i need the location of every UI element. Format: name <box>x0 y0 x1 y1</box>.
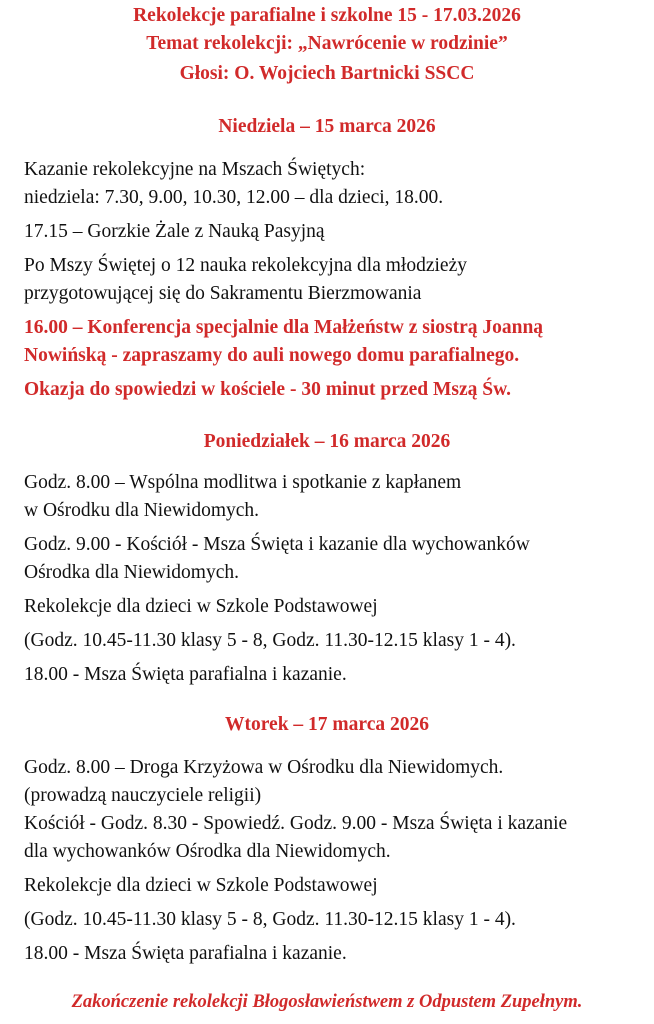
monday-line: w Ośrodku dla Niewidomych. <box>24 500 260 521</box>
monday-line: Rekolekcje dla dzieci w Szkole Podstawowej <box>24 596 378 617</box>
section-body-sunday <box>0 157 654 403</box>
tuesday-line: Kościół - Godz. 8.30 - Spowiedź. Godz. 9.00 - Msza Święta i kazanie <box>24 813 568 834</box>
section-heading-sunday: Niedziela – 15 marca 2026 <box>218 116 436 137</box>
sunday-line: Kazanie rekolekcyjne na Mszach Świętych: <box>24 159 366 180</box>
monday-line: Godz. 9.00 - Kościół - Msza Święta i kazanie dla wychowanków <box>24 534 530 555</box>
section-heading-tuesday: Wtorek – 17 marca 2026 <box>225 714 429 735</box>
monday-line: Ośrodka dla Niewidomych. <box>24 562 239 583</box>
sunday-highlight: 16.00 – Konferencja specjalnie dla Małżeństw z siostrą Joanną <box>24 317 544 338</box>
tuesday-line: (prowadzą nauczyciele religii) <box>24 785 262 806</box>
sunday-highlight: Okazja do spowiedzi w kościele - 30 minut przed Mszą Św. <box>24 379 511 400</box>
tuesday-line: dla wychowanków Ośrodka dla Niewidomych. <box>24 841 391 862</box>
sunday-line: niedziela: 7.30, 9.00, 10.30, 12.00 – dla dzieci, 18.00. <box>24 187 444 208</box>
sunday-line: Po Mszy Świętej o 12 nauka rekolekcyjna dla młodzieży <box>24 255 467 276</box>
tuesday-line: Godz. 8.00 – Droga Krzyżowa w Ośrodku dla Niewidomych. <box>24 757 504 778</box>
sunday-highlight: Nowińską - zapraszamy do auli nowego domu parafialnego. <box>24 345 520 366</box>
section-body-tuesday <box>0 755 654 967</box>
monday-line: (Godz. 10.45-11.30 klasy 5 - 8, Godz. 11.30-12.15 klasy 1 - 4). <box>24 630 516 651</box>
tuesday-line: 18.00 - Msza Święta parafialna i kazanie. <box>24 943 347 964</box>
section-heading-monday: Poniedziałek – 16 marca 2026 <box>203 431 451 452</box>
tuesday-line: (Godz. 10.45-11.30 klasy 5 - 8, Godz. 11.30-12.15 klasy 1 - 4). <box>24 909 516 930</box>
closing-note: Zakończenie rekolekcji Błogosławieństwem z Odpustem Zupełnym. <box>71 992 583 1012</box>
title: Rekolekcje parafialne i szkolne 15 - 17.03.2026 <box>133 5 521 26</box>
monday-line: 18.00 - Msza Święta parafialna i kazanie. <box>24 664 347 685</box>
monday-line: Godz. 8.00 – Wspólna modlitwa i spotkanie z kapłanem <box>24 472 462 493</box>
sunday-line: 17.15 – Gorzkie Żale z Nauką Pasyjną <box>24 221 325 242</box>
sunday-line: przygotowującej się do Sakramentu Bierzmowania <box>24 283 422 304</box>
tuesday-line: Rekolekcje dla dzieci w Szkole Podstawowej <box>24 875 378 896</box>
preacher: Głosi: O. Wojciech Bartnicki SSCC <box>179 63 475 84</box>
theme: Temat rekolekcji: „Nawrócenie w rodzinie” <box>146 33 508 54</box>
section-body-monday <box>0 470 654 688</box>
